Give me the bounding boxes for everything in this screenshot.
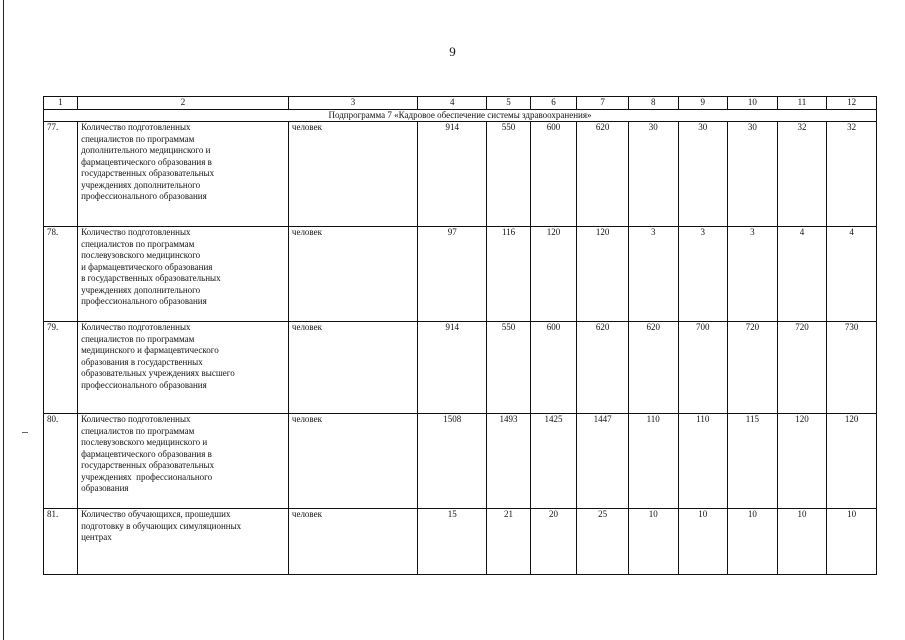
indicator-description	[78, 414, 289, 509]
indicators-table	[43, 96, 877, 575]
value-cell: 10	[728, 509, 778, 575]
description-line: профессионального образования	[81, 296, 207, 306]
column-header: 11	[777, 97, 827, 110]
value-cell: 97	[418, 227, 487, 322]
description-line: подготовку в обучающих симуляционных	[81, 520, 242, 531]
value-cell: 4	[827, 227, 877, 322]
description-line: профессионального образования	[81, 191, 207, 201]
column-header: 3	[288, 97, 417, 110]
value-cell: 10	[678, 509, 728, 575]
value-cell: 1508	[418, 414, 487, 509]
value-cell: 10	[777, 509, 827, 575]
value-cell: 30	[678, 122, 728, 227]
row-number: 80.	[44, 414, 78, 509]
unit-cell: человек	[288, 509, 417, 575]
row-number: 81.	[44, 509, 78, 575]
value-cell: 914	[418, 322, 487, 414]
description-line: фармацевтического образования в	[81, 156, 212, 167]
description-line: специалистов по программам	[81, 333, 195, 344]
column-header: 6	[530, 97, 577, 110]
value-cell: 550	[487, 322, 530, 414]
value-cell: 3	[678, 227, 728, 322]
description-line: в государственных образовательных	[81, 273, 221, 283]
description-line: специалистов по программам	[81, 238, 195, 249]
value-cell: 550	[487, 122, 530, 227]
value-cell: 1493	[487, 414, 530, 509]
value-cell: 116	[487, 227, 530, 322]
column-header: 5	[487, 97, 530, 110]
description-line: образования в государственных	[81, 356, 203, 367]
indicator-description	[78, 509, 289, 575]
description-line: дополнительного медицинского и	[81, 145, 211, 155]
page-edge-rule	[3, 0, 4, 640]
value-cell: 1425	[530, 414, 577, 509]
value-cell: 20	[530, 509, 577, 575]
value-cell: 720	[777, 322, 827, 414]
value-cell: 110	[678, 414, 728, 509]
value-cell: 15	[418, 509, 487, 575]
row-number: 78.	[44, 227, 78, 322]
row-number: 79.	[44, 322, 78, 414]
description-line: специалистов по программам	[81, 133, 195, 144]
value-cell: 914	[418, 122, 487, 227]
value-cell: 32	[827, 122, 877, 227]
unit-cell: человек	[288, 122, 417, 227]
column-header: 8	[628, 97, 678, 110]
description-line: и фармацевтического образования	[81, 261, 213, 272]
value-cell: 3	[728, 227, 778, 322]
value-cell: 120	[530, 227, 577, 322]
description-line: фармацевтического образования в	[81, 448, 212, 459]
value-cell: 30	[628, 122, 678, 227]
description-line: государственных образовательных	[81, 460, 215, 470]
table-row	[44, 322, 877, 414]
table-row	[44, 509, 877, 575]
value-cell: 10	[827, 509, 877, 575]
value-cell: 10	[628, 509, 678, 575]
column-header: 1	[44, 97, 78, 110]
value-cell: 620	[628, 322, 678, 414]
value-cell: 720	[728, 322, 778, 414]
indicator-description	[78, 322, 289, 414]
subprogram-title: Подпрограмма 7 «Кадровое обеспечение системы здравоохранения»	[44, 109, 877, 122]
description-line: Количество подготовленных	[81, 122, 191, 132]
description-line: учреждениях дополнительного	[81, 284, 201, 295]
value-cell: 115	[728, 414, 778, 509]
table-row	[44, 122, 877, 227]
description-line: послевузовского медицинского	[81, 250, 201, 260]
subprogram-row	[44, 109, 877, 122]
value-cell: 110	[628, 414, 678, 509]
indicator-description	[78, 122, 289, 227]
column-header: 4	[418, 97, 487, 110]
value-cell: 120	[827, 414, 877, 509]
description-line: Количество обучающихся, прошедших	[81, 509, 231, 519]
description-line: учреждениях профессионального	[81, 471, 213, 482]
description-line: государственных образовательных	[81, 168, 215, 178]
column-header: 10	[728, 97, 778, 110]
indicator-description	[78, 227, 289, 322]
unit-cell: человек	[288, 227, 417, 322]
description-line: специалистов по программам	[81, 425, 195, 436]
value-cell: 32	[777, 122, 827, 227]
margin-tick	[22, 432, 28, 433]
column-header: 12	[827, 97, 877, 110]
table-body	[44, 97, 877, 575]
value-cell: 4	[777, 227, 827, 322]
value-cell: 30	[728, 122, 778, 227]
value-cell: 1447	[577, 414, 629, 509]
column-header: 2	[78, 97, 289, 110]
value-cell: 730	[827, 322, 877, 414]
value-cell: 620	[577, 122, 629, 227]
value-cell: 120	[577, 227, 629, 322]
description-line: медицинского и фармацевтического	[81, 345, 219, 355]
description-line: Количество подготовленных	[81, 227, 191, 237]
description-line: Количество подготовленных	[81, 322, 191, 332]
unit-cell: человек	[288, 322, 417, 414]
description-line: профессионального образования	[81, 379, 207, 390]
value-cell: 25	[577, 509, 629, 575]
column-header: 9	[678, 97, 728, 110]
value-cell: 600	[530, 122, 577, 227]
description-line: учреждениях дополнительного	[81, 179, 201, 190]
column-number-row	[44, 97, 877, 110]
value-cell: 3	[628, 227, 678, 322]
description-line: образования	[81, 483, 129, 493]
value-cell: 21	[487, 509, 530, 575]
column-header: 7	[577, 97, 629, 110]
table-row	[44, 414, 877, 509]
description-line: послевузовского медицинского и	[81, 437, 208, 447]
description-line: центрах	[81, 532, 112, 542]
table-row	[44, 227, 877, 322]
value-cell: 700	[678, 322, 728, 414]
page-number: 9	[449, 44, 456, 59]
description-line: Количество подготовленных	[81, 414, 191, 424]
unit-cell: человек	[288, 414, 417, 509]
value-cell: 620	[577, 322, 629, 414]
row-number: 77.	[44, 122, 78, 227]
description-line: образовательных учреждениях высшего	[81, 368, 235, 378]
value-cell: 600	[530, 322, 577, 414]
value-cell: 120	[777, 414, 827, 509]
